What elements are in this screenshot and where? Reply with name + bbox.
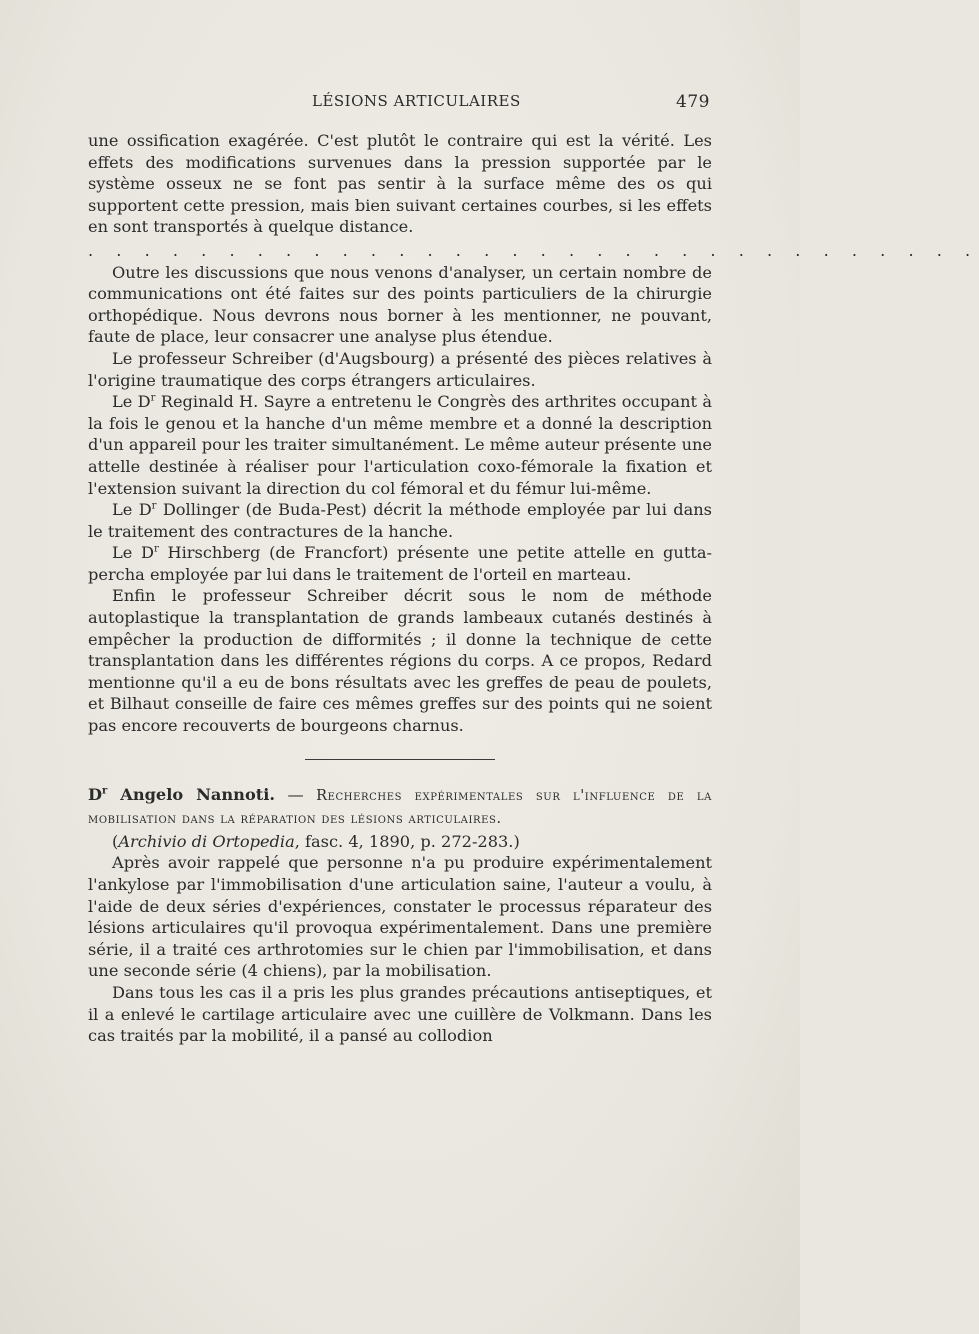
text-run: Dollinger (de Buda-Pest) décrit la méthode employée par lui dans le traitement des contractures de la hanche.	[88, 500, 712, 541]
paragraph: Après avoir rappelé que personne n'a pu produire expérimentalement l'ankylose par l'immobilisation d'une articulation saine, l'auteur a voulu, à l'aide de deux séries d'expériences, constater le processus réparateur des lésions articulaires qu'il provoqua expérimentalement. Dans une première série, il a traité ces arthrotomies sur le chien par l'immobilisation, et dans une seconde série (4 chiens), par la mobilisation.	[88, 853, 712, 981]
superscript: r	[102, 785, 108, 797]
ellipsis-row: . . . . . . . . . . . . . . . . . . . . . . . . . . . . . . . .	[88, 240, 979, 260]
text-run: D	[88, 784, 103, 804]
paragraph	[88, 542, 712, 585]
text-run: Reginald H. Sayre a entretenu le Congrès des arthrites occupant à la fois le genou et la hanche d'un même membre et a donné la description d'un appareil pour les traiter simultanément. Le même auteur présente une attelle destinée à réaliser pour l'articulation coxo-fémorale la fixation et l'extension suivant la direction du col fémoral et du fémur lui-même.	[88, 392, 712, 498]
paragraph	[88, 499, 712, 542]
bibliographic-entry	[88, 784, 712, 831]
paragraph: Le professeur Schreiber (d'Augsbourg) a présenté des pièces relatives à l'origine traumatique des corps étrangers articulaires.	[88, 348, 712, 390]
paragraph	[88, 391, 712, 499]
running-title: LÉSIONS ARTICULAIRES	[312, 92, 521, 110]
entry-title: Recherches expérimentales sur l'influence de la mobilisation dans la réparation des lésions articulaires.	[88, 787, 712, 828]
page-number: 479	[676, 92, 710, 112]
paragraph: Dans tous les cas il a pris les plus grandes précautions antiseptiques, et il a enlevé le cartilage articulaire avec une cuillère de Volkmann. Dans les cas traités par la mobilité, il a pansé au collodion	[88, 982, 712, 1046]
entry-author	[88, 785, 275, 804]
text-run: (	[112, 831, 119, 851]
text-run: Le D	[112, 392, 151, 412]
text-run: Hirschberg (de Francfort) présente une petite attelle en gutta-percha employée par lui dans le traitement de l'orteil en marteau.	[88, 543, 712, 584]
text-run: Le D	[112, 500, 152, 520]
section-divider	[305, 759, 495, 760]
paragraph: Enfin le professeur Schreiber décrit sous le nom de méthode autoplastique la transplantation de grands lambeaux cutanés destinés à empêcher la production de difformités ; il donne la technique de cette transplantation dans les différentes régions du corps. A ce propos, Redard mentionne qu'il a eu de bons résultats avec les greffes de peau de poulets, et Bilhaut conseille de faire ces mêmes greffes sur des points qui ne soient pas encore recouverts de bourgeons charnus.	[88, 586, 712, 736]
paragraph: Outre les discussions que nous venons d'analyser, un certain nombre de communications ont été faites sur des points particuliers de la chirurgie orthopédique. Nous devrons nous borner à les mentionner, ne pouvant, faute de place, leur consacrer une analyse plus étendue.	[88, 262, 712, 347]
superscript: r	[151, 500, 157, 512]
paragraph: une ossification exagérée. C'est plutôt le contraire qui est la vérité. Les effets des modifications survenues dans la pression supportée par le système osseux ne se font pas sentir à la surface même des os qui supportent cette pression, mais bien suivant certaines courbes, si les effets en sont transportés à quelque distance.	[88, 131, 712, 237]
text-run: , fasc. 4, 1890, p. 272-283.)	[294, 831, 520, 851]
superscript: r	[150, 392, 156, 404]
journal-name: Archivio di Ortopedia	[118, 831, 295, 851]
entry-reference	[88, 831, 712, 853]
entry-dash: —	[275, 784, 317, 804]
body-text	[88, 130, 979, 1047]
text-run: Angelo Nannoti.	[107, 784, 275, 804]
superscript: r	[154, 543, 159, 555]
text-run: Le D	[112, 543, 155, 563]
running-header	[88, 92, 710, 114]
